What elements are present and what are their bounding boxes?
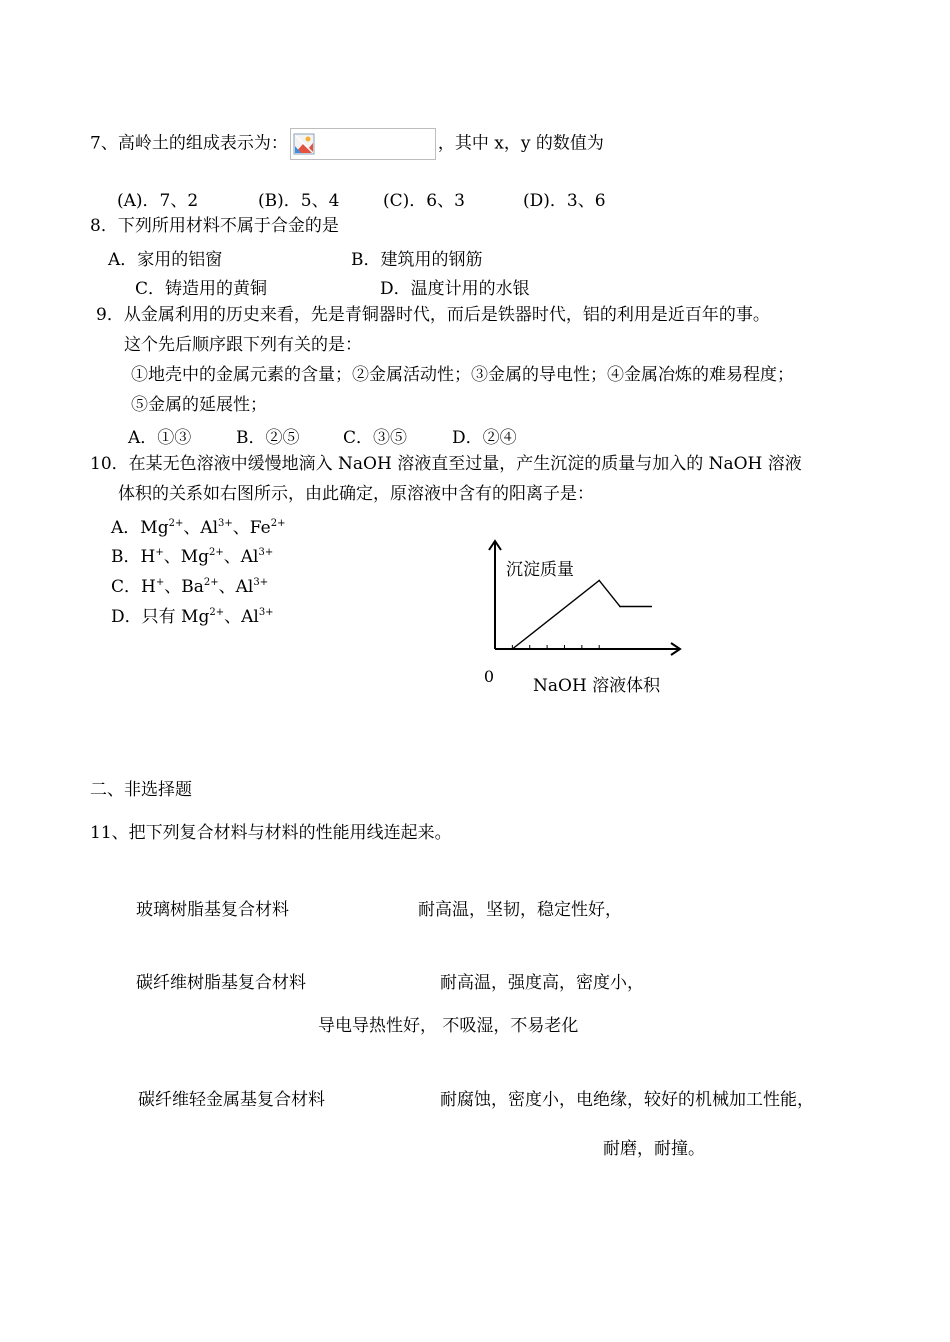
q7-option-c: (C)．6、3 bbox=[383, 191, 465, 211]
broken-image-icon bbox=[293, 133, 315, 155]
q7-stem bbox=[90, 128, 604, 160]
data-point-2 bbox=[598, 580, 600, 582]
q7-suffix: ，其中 x，y 的数值为 bbox=[437, 133, 604, 154]
q11-right-item-4[interactable]: 耐腐蚀，密度小，电绝缘，较好的机械加工性能， bbox=[440, 1090, 814, 1110]
q8-option-a: A．家用的铝窗 bbox=[108, 250, 223, 270]
q8-option-c: C．铸造用的黄铜 bbox=[135, 279, 268, 299]
data-point-4 bbox=[651, 606, 653, 608]
section-2-title: 二、非选择题 bbox=[90, 780, 192, 800]
q8-option-b: B．建筑用的钢筋 bbox=[351, 250, 483, 270]
data-point-3 bbox=[619, 606, 621, 608]
data-point-1 bbox=[512, 648, 514, 650]
chart-series bbox=[512, 580, 653, 650]
x-axis-label: NaOH 溶液体积 bbox=[533, 676, 661, 696]
q10-option-d: D．只有 $Mg^{2+}$、$Al^{3+}$ bbox=[111, 607, 274, 627]
q7-prefix: 7、高岭土的组成表示为： bbox=[90, 133, 288, 154]
precipitate-line bbox=[512, 580, 651, 649]
q11-right-item-1[interactable]: 耐高温，坚韧，稳定性好， bbox=[418, 900, 622, 920]
q10-line-1: 10．在某无色溶液中缓慢地滴入 NaOH 溶液直至过量，产生沉淀的质量与加入的 NaOH 溶液 bbox=[90, 454, 802, 474]
q9-line-1: 9．从金属利用的历史来看，先是青铜器时代，而后是铁器时代，铝的利用是近百年的事。 bbox=[96, 305, 770, 325]
q11-right-item-2[interactable]: 耐高温，强度高，密度小， bbox=[440, 973, 644, 993]
q8-stem: 8．下列所用材料不属于合金的是 bbox=[90, 216, 339, 236]
y-axis-label: 沉淀质量 bbox=[506, 560, 574, 580]
q7-option-a: (A)．7、2 bbox=[117, 191, 199, 211]
q11-stem: 11、把下列复合材料与材料的性能用线连起来。 bbox=[90, 823, 452, 843]
q11-left-item-3[interactable]: 碳纤维轻金属基复合材料 bbox=[138, 1090, 325, 1110]
chart-axes bbox=[489, 541, 680, 655]
q10-option-c: C．H+、$Ba^{2+}$、$Al^{3+}$ bbox=[111, 577, 269, 597]
q9-option-a: A．①③ bbox=[128, 428, 192, 448]
q10-option-b: B．H+、$Mg^{2+}$、$Al^{3+}$ bbox=[111, 547, 274, 567]
q7-option-d: (D)．3、6 bbox=[523, 191, 606, 211]
q9-option-b: B．②⑤ bbox=[236, 428, 300, 448]
q8-option-d: D．温度计用的水银 bbox=[380, 279, 530, 299]
q10-line-2: 体积的关系如右图所示，由此确定，原溶液中含有的阳离子是： bbox=[118, 484, 594, 504]
q11-left-item-2[interactable]: 碳纤维树脂基复合材料 bbox=[136, 973, 306, 993]
q9-option-d: D．②④ bbox=[452, 428, 517, 448]
q7-option-b: (B)．5、4 bbox=[258, 191, 340, 211]
chart-labels bbox=[484, 560, 661, 696]
q11-right-item-5[interactable]: 耐磨，耐撞。 bbox=[603, 1139, 705, 1159]
q9-line-3: ①地壳中的金属元素的含量；②金属活动性；③金属的导电性；④金属冶炼的难易程度； bbox=[131, 365, 794, 385]
origin-label: 0 bbox=[483, 667, 495, 686]
q10-option-a: A．$Mg^{2+}$、$Al^{3+}$、$Fe^{2+}$ bbox=[111, 518, 286, 538]
q9-line-4: ⑤金属的延展性； bbox=[131, 395, 267, 415]
q9-line-2: 这个先后顺序跟下列有关的是： bbox=[124, 335, 362, 355]
q11-left-item-1[interactable]: 玻璃树脂基复合材料 bbox=[136, 900, 289, 920]
q9-option-c: C．③⑤ bbox=[343, 428, 408, 448]
q11-right-item-3[interactable]: 导电导热性好， 不吸湿，不易老化 bbox=[318, 1016, 579, 1036]
precipitate-chart bbox=[470, 525, 700, 700]
formula-image-placeholder bbox=[290, 128, 436, 160]
